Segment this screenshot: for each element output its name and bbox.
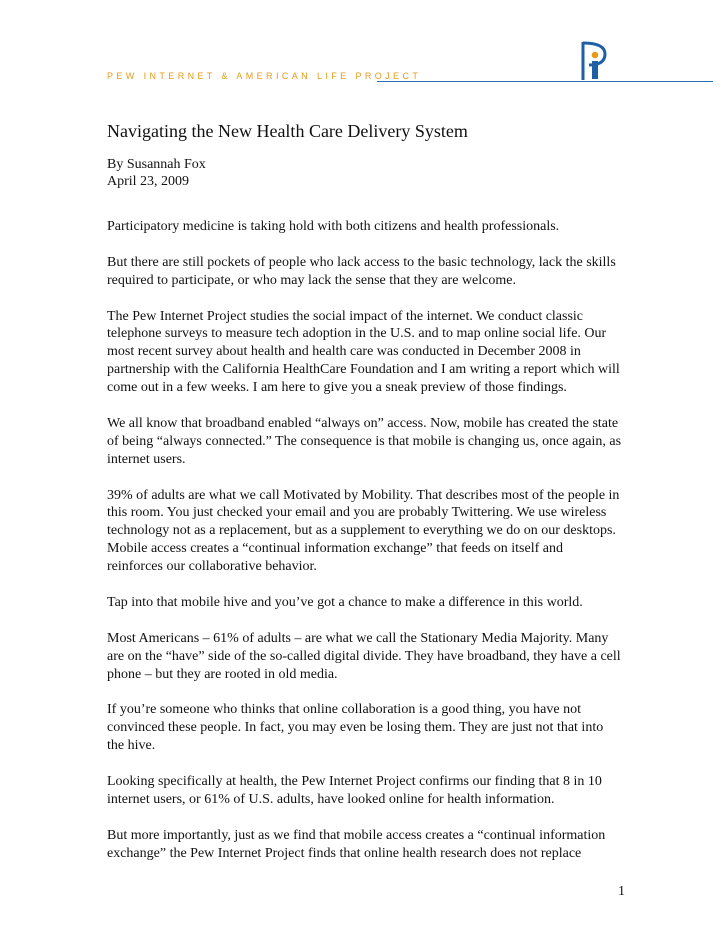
- byline: [107, 156, 206, 190]
- paragraph: 39% of adults are what we call Motivated by Mobility. That describes most of the people in this room. You just checked your email and you are probably Twittering. We use wireless technology not as a replacement, but as a supplement to everything we do on our desktops. Mobile access creates a “continual information exchange” that feeds on itself and reinforces our collaborative behavior.: [107, 487, 620, 575]
- paragraph: But more importantly, just as we find that mobile access creates a “continual information exchange” the Pew Internet Project finds that online health research does not replace: [107, 827, 606, 861]
- author: By Susannah Fox: [107, 157, 206, 172]
- project-name: PEW INTERNET & AMERICAN LIFE PROJECT: [107, 71, 422, 81]
- page-header: [107, 71, 607, 83]
- document-title: Navigating the New Health Care Delivery System: [107, 121, 468, 141]
- paragraph: We all know that broadband enabled “always on” access. Now, mobile has created the state of being “always connected.” The consequence is that mobile is changing us, once again, as internet users.: [107, 415, 622, 467]
- page-number: 1: [618, 884, 625, 899]
- document-body: [107, 218, 622, 880]
- header-rule: [377, 81, 713, 82]
- paragraph: Participatory medicine is taking hold with both citizens and health professionals.: [107, 219, 560, 234]
- paragraph: Most Americans – 61% of adults – are what we call the Stationary Media Majority. Many are on the “have” side of the so-called digital divide. They have broadband, they have a cell phone – but they are rooted in old media.: [107, 630, 621, 682]
- publish-date: April 23, 2009: [107, 174, 190, 189]
- pew-p-logo-icon: [579, 40, 609, 82]
- paragraph: But there are still pockets of people who lack access to the basic technology, lack the skills required to participate, or who may lack the sense that they are welcome.: [107, 254, 616, 288]
- paragraph: Tap into that mobile hive and you’ve got a chance to make a difference in this world.: [107, 594, 583, 610]
- paragraph: If you’re someone who thinks that online collaboration is a good thing, you have not convinced these people. In fact, you may even be losing them. They are just not that into the hive.: [107, 702, 604, 754]
- paragraph: Looking specifically at health, the Pew Internet Project confirms our finding that 8 in 10 internet users, or 61% of U.S. adults, have looked online for health information.: [107, 773, 602, 807]
- paragraph: The Pew Internet Project studies the social impact of the internet. We conduct classic telephone surveys to measure tech adoption in the U.S. and to map online social life. Our most recent survey about health and health care was conducted in December 2008 in partnership with the California HealthCare Foundation and I am writing a report which will come out in a few weeks. I am here to give you a sneak preview of those findings.: [107, 308, 620, 396]
